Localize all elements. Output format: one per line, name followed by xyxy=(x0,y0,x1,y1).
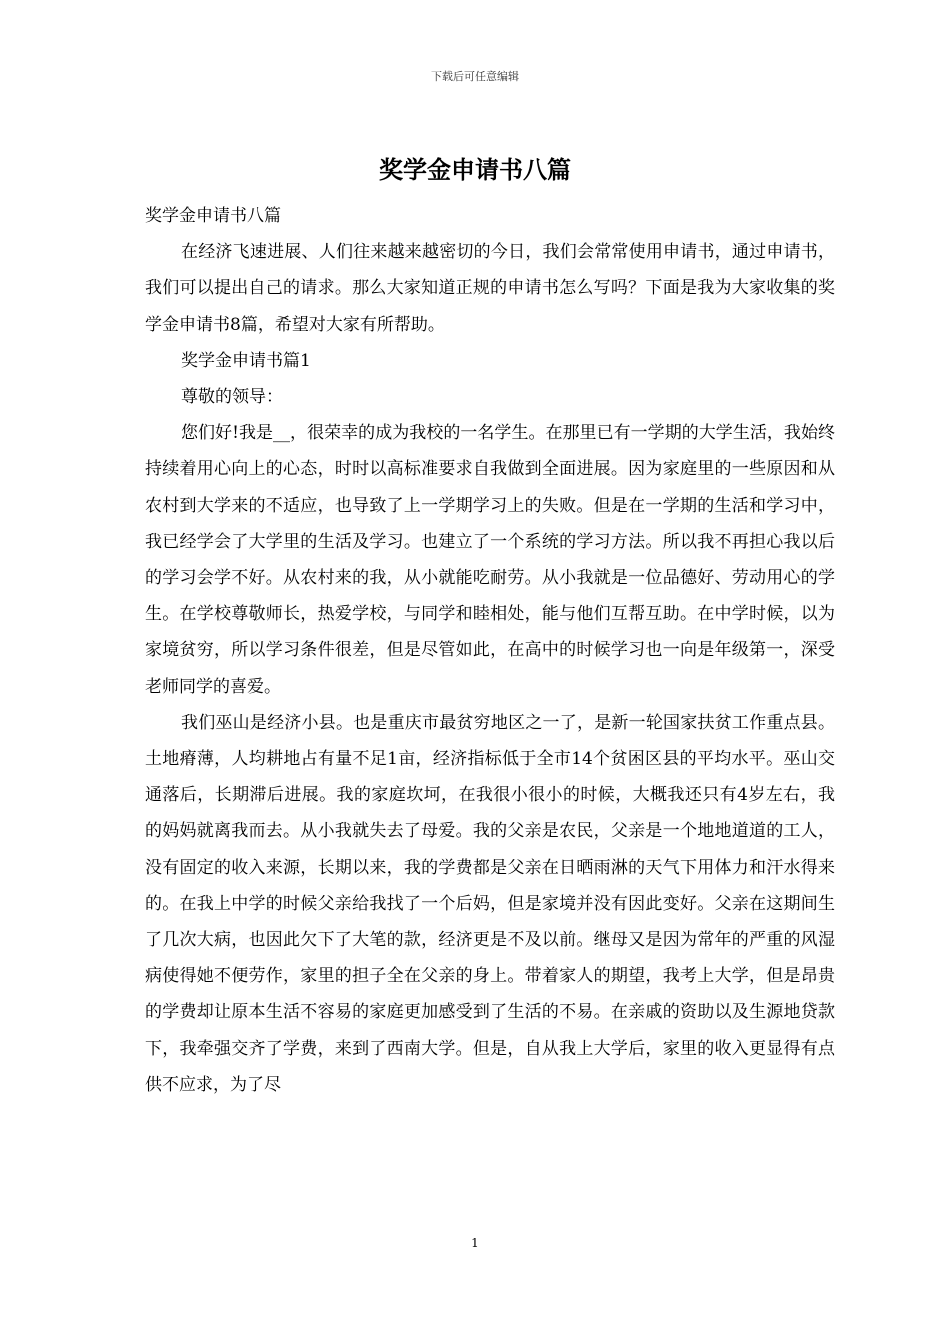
document-title: 奖学金申请书八篇 xyxy=(379,155,571,184)
intro-paragraph: 在经济飞速进展、人们往来越来越密切的今日，我们会常常使用申请书，通过申请书，我们可以提出自己的请求。那么大家知道正规的申请书怎么写吗？下面是我为大家收集的奖学金申请书8篇，希望对大家有所帮助。 xyxy=(145,242,835,335)
section-heading: 奖学金申请书篇1 xyxy=(181,350,311,371)
subtitle-paragraph: 奖学金申请书八篇 xyxy=(145,206,281,226)
body-paragraph: 我们巫山是经济小县。也是重庆市最贫穷地区之一了，是新一轮国家扶贫工作重点县。土地瘠薄，人均耕地占有量不足1亩，经济指标低于全市14个贫困区县的平均水平。巫山交通落后，长期滞后进展。我的家庭坎坷，在我很小很小的时候，大概我还只有4岁左右，我的妈妈就离我而去。从小我就失去了母爱。我的父亲是农民，父亲是一个地地道道的工人，没有固定的收入来源，长期以来，我的学费都是父亲在日晒雨淋的天气下用体力和汗水得来的。在我上中学的时候父亲给我找了一个后妈，但是家境并没有因此变好。父亲在这期间生了几次大病，也因此欠下了大笔的款，经济更是不及以前。继母又是因为常年的严重的风湿病使得她不便劳作，家里的担子全在父亲的身上。带着家人的期望，我考上大学，但是昂贵的学费却让原本生活不容易的家庭更加感受到了生活的不易。在亲戚的资助以及生源地贷款下，我牵强交齐了学费，来到了西南大学。但是，自从我上大学后，家里的收入更显得有点供不应求，为了尽 xyxy=(145,712,835,1095)
document-body xyxy=(145,198,835,1103)
salutation: 尊敬的领导： xyxy=(181,387,283,408)
header-note: 下载后可任意编辑 xyxy=(431,70,519,83)
page-number: 1 xyxy=(471,1236,479,1250)
body-paragraph: 您们好!我是__，很荣幸的成为我校的一名学生。在那里已有一学期的大学生活，我始终持续着用心向上的心态，时时以高标准要求自我做到全面进展。因为家庭里的一些原因和从农村到大学来的不适应，也导致了上一学期学习上的失败。但是在一学期的生活和学习中，我已经学会了大学里的生活及学习。也建立了一个系统的学习方法。所以我不再担心我以后的学习会学不好。从农村来的我，从小就能吃耐劳。从小我就是一位品德好、劳动用心的学生。在学校尊敬师长，热爱学校，与同学和睦相处，能与他们互帮互助。在中学时候，以为家境贫穷，所以学习条件很差，但是尽管如此，在高中的时候学习也一向是年级第一，深受老师同学的喜爱。 xyxy=(145,423,835,697)
